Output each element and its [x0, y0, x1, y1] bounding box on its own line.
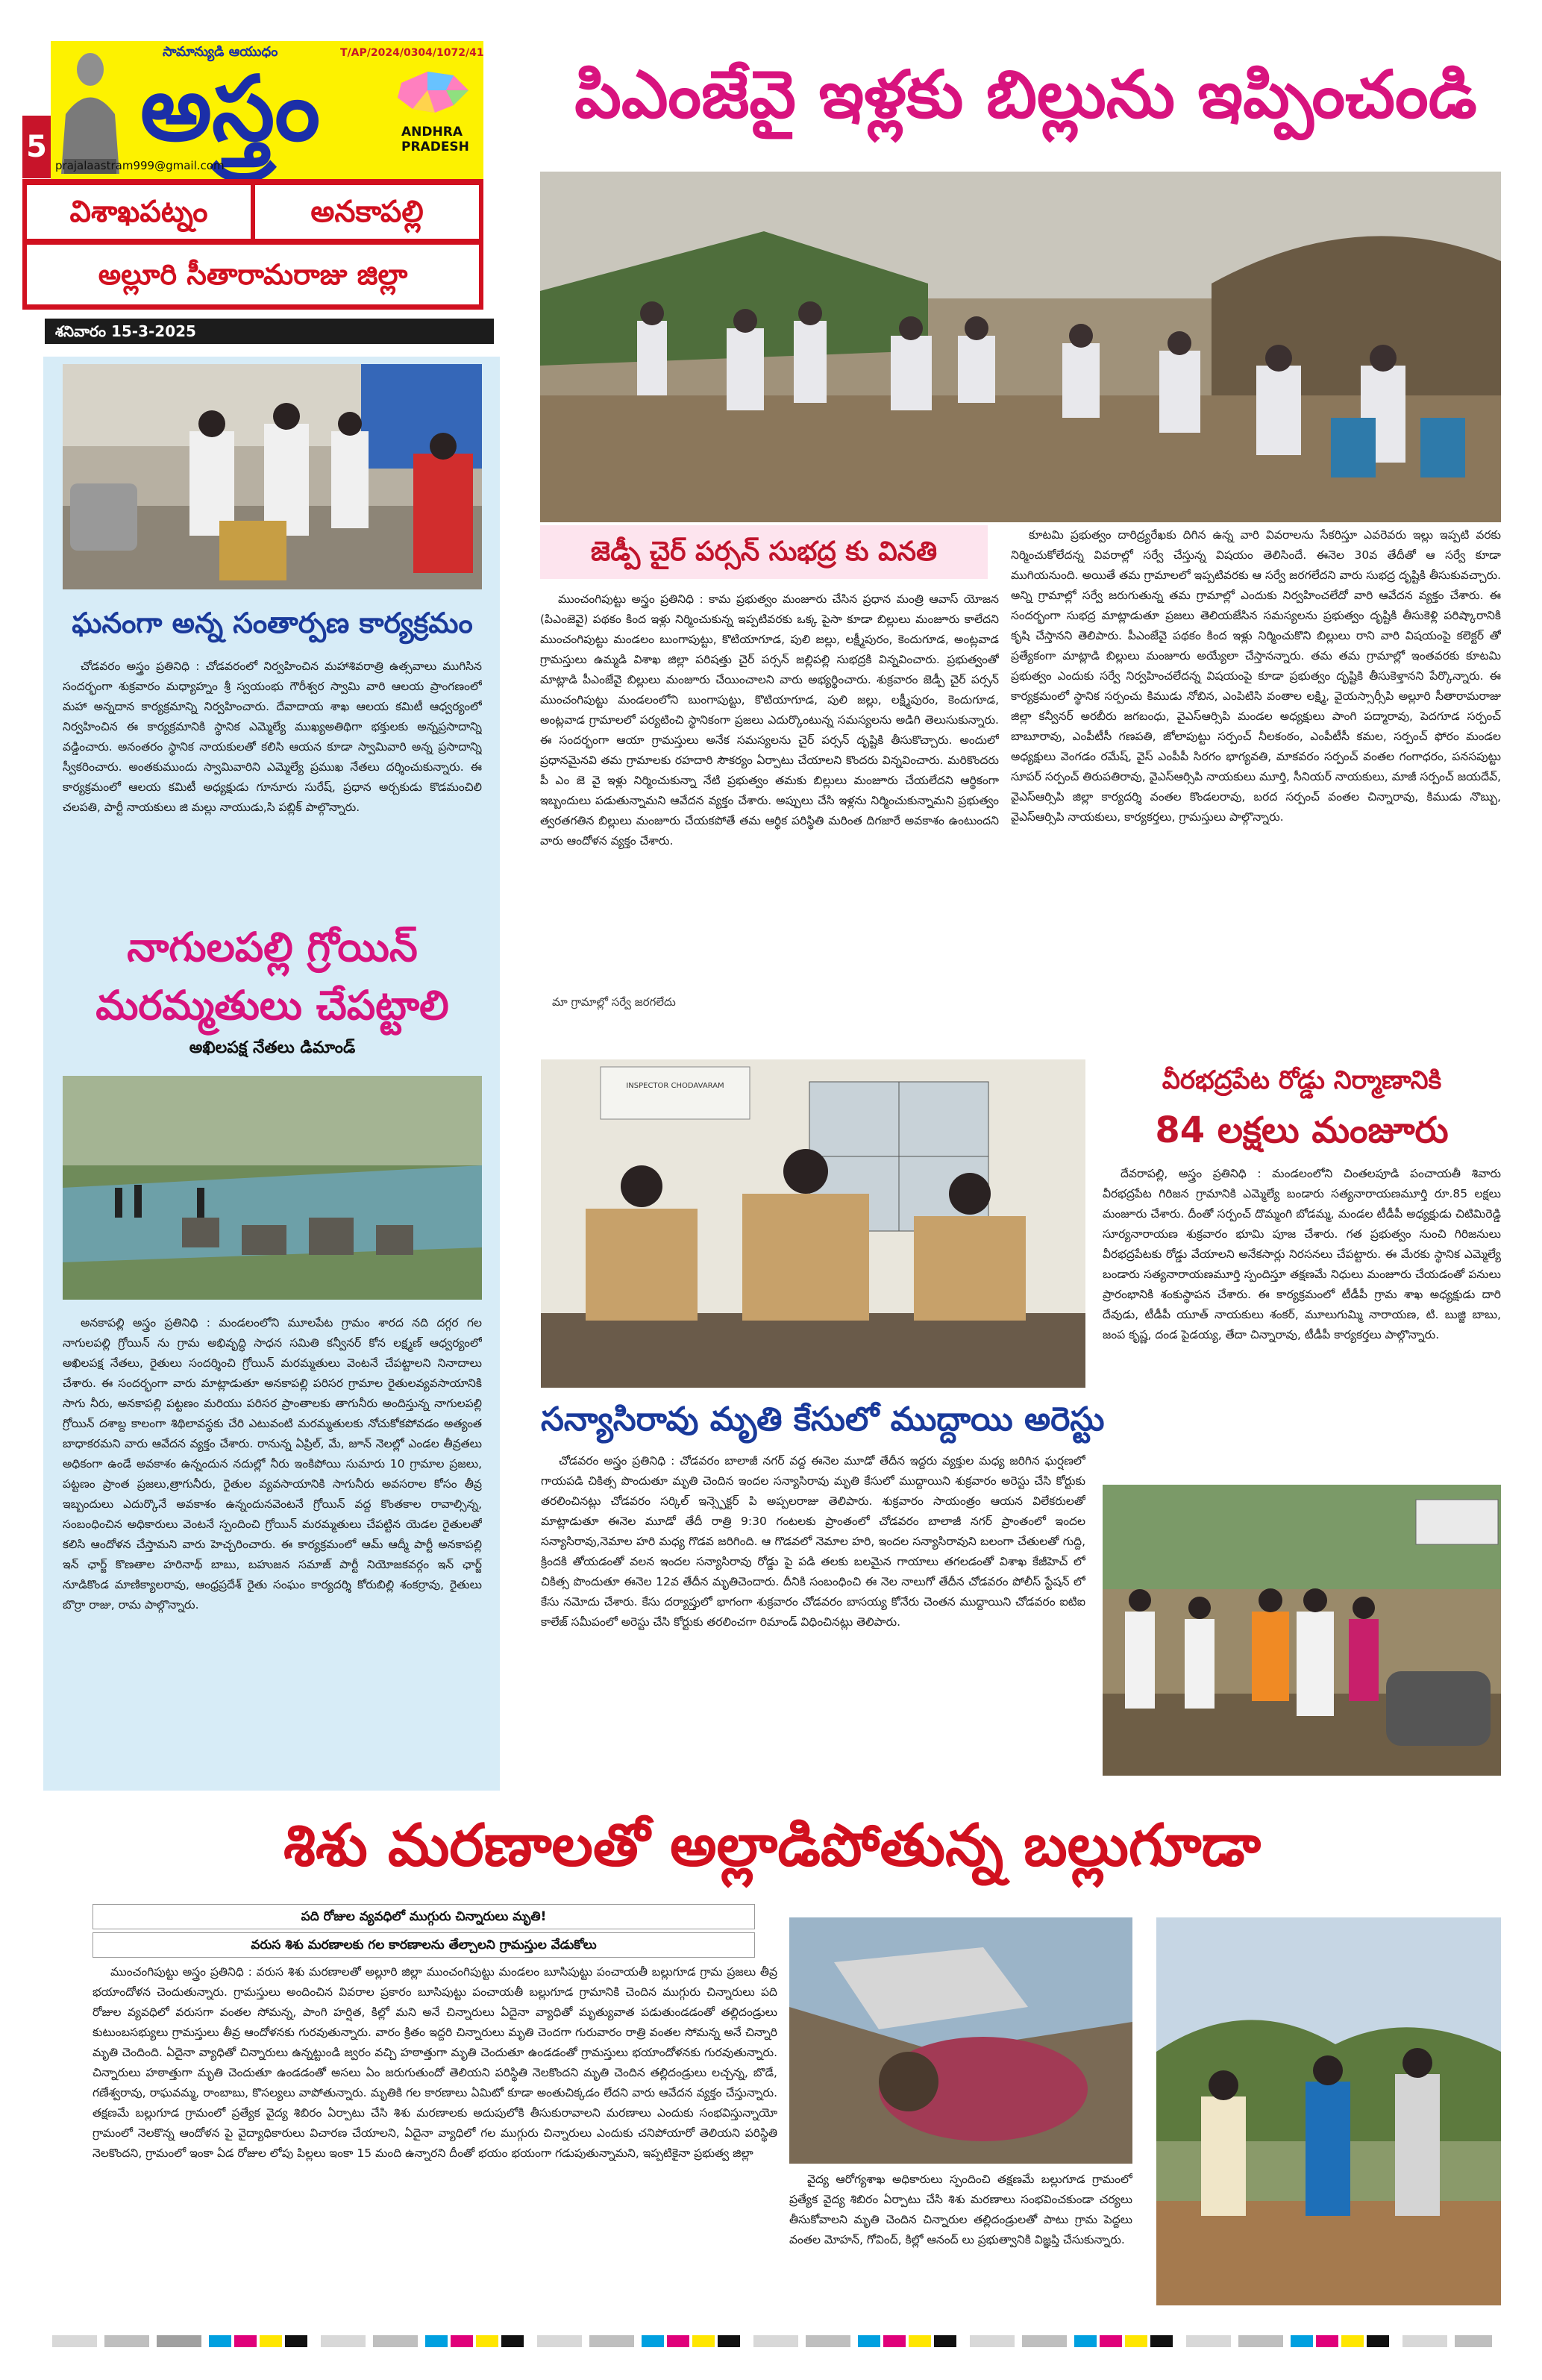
infant-photo — [789, 1917, 1132, 2164]
district-anakapalli: అనకాపల్లి — [255, 185, 479, 239]
zp-story-col2 — [1011, 525, 1501, 1003]
annadanam-body — [63, 657, 482, 910]
road-body — [1103, 1164, 1501, 1477]
road-body-text: దేవరాపల్లి, అస్త్రం ప్రతినిధి : మండలంలోని చింతలపూడి పంచాయతీ శివారు వీరభద్రపేట గిరిజన గ్రామానికి ఎమ్మెల్యే బండారు సత్యనారాయణమూర్తి రూ.85 లక్షలు మంజూరు చేశారు. దీంతో సర్పంచ్ దొమ్మంగి బోడమ్మ, మండల టీడీపీ అధ్యక్షుడు చిటిమిరెడ్డి సూర్యనారాయణ శుక్రవారం భూమి పూజ చేశారు. గత ప్రభుత్వం నుంచి గిరిజనులు వీరభద్రపేటకు రోడ్డు వేయాలని అనేకసార్లు నిరసనలు చేపట్టారు. ఈ మేరకు స్థానిక ఎమ్మెల్యే బండారు సత్యనారాయణమూర్తి స్పందిస్తూ తక్షణమే నిధులు మంజూరు చేయడంతో పనులు ప్రారంభానికి శంకుస్థాపన చేశారు. ఈ కార్యక్రమంలో టీడీపీ గ్రామ శాఖ అధ్యక్షుడు దారి దేవుడు, టీడీపీ యూత్ నాయకులు శంకర్, మూలుగుమ్మి నారాయణ, టి. బుజ్జి బాబు, జంప కృష్ణ, దండ పైడయ్య, తేదా చిన్నారావు, టీడీపీ కార్యకర్తలు పాల్గొన్నారు. — [1103, 1167, 1501, 1341]
logo-box — [51, 41, 483, 179]
road-headline-2: 84 లక్షలు మంజూరు — [1155, 1109, 1449, 1151]
infant-subhead-1: పది రోజుల వ్యవధిలో ముగ్గురు చిన్నారులు మృతి! — [93, 1904, 755, 1929]
infant-caption — [789, 2170, 1132, 2319]
infant-body — [93, 1962, 777, 2313]
annadanam-headline: ఘనంగా అన్న సంతార్పణ కార్యక్రమం — [72, 607, 473, 639]
reg-number: T/AP/2024/0304/1072/41 — [340, 47, 484, 59]
arrest-headline: సన్యాసిరావు మృతి కేసులో ముద్దాయి అరెస్టు — [541, 1400, 1105, 1438]
zp-story-col1 — [540, 589, 999, 992]
email: prajalaastram999@gmail.com — [55, 159, 225, 172]
tagline: సామాన్యుడి ఆయుధం — [163, 44, 278, 60]
zp-caption: జెడ్పీ చైర్ పర్సన్ సుభద్ర కు వినతి — [540, 525, 988, 579]
state-name: ANDHRA PRADESH — [401, 125, 469, 154]
zp-story-col1-text: ముంచంగిపుట్టు అస్త్రం ప్రతినిధి : కామ ప్రభుత్వం మంజూరు చేసిన ప్రధాన మంత్రి ఆవాస్ యోజన (పిఎంజెవై) పథకం కింద ఇళ్లు నిర్మించుకున్న ఇప్పటివరకు ఒక్క పైసా కూడా బిల్లులు మంజూరు కాలేదని ముంచంగిపుట్టు మండలం బుంగాపుట్టు, కొటియాగూడ, పులి జల్లు, లక్ష్మీపురం, కెందుగూడ, అంట్లవాడ గ్రామస్తులు ఉమ్మడి విశాఖ జిల్లా పరిషత్తు చైర్ పర్సన్ జల్లిపల్లి సుభద్రకి విన్నవించారు. ప్రభుత్వంతో మాట్లాడి పీఎంజేవై బిల్లులు మంజూరు చేయించాలని వారు అభ్యర్థించారు. శుక్రవారం జెడ్పీ చైర్ పర్సన్ ముంచంగిపుట్టు మండలంలోని బుంగాపుట్టు, కొటియాగూడ, పులి జల్లు, లక్ష్మీపురం, కెందుగూడ, అంట్లవాడ గ్రామాలలో పర్యటించి స్థానికంగా ప్రజలు ఎదుర్కొంటున్న సమస్యలను అడిగి తెలుసుకున్నారు. ఈ సందర్భంగా ఆయా గ్రామస్తులు అనేక సమస్యలను చైర్ పర్సన్ దృష్టికి తీసుకొచ్చారు. అందులో ప్రధానమైనవి తమ గ్రామాలకు రహదారి సౌకర్యం ఏర్పాటు చేయాలని కొందరు విన్నవించారు. మరికొందరు పీ ఎం జె వై ఇళ్లు నిర్మించుకున్నా నేటి ప్రభుత్వం తమకు బిల్లులు మంజూరు చేయలేదని ఆర్థికంగా ఇబ్బందులు పడుతున్నామని ఆవేదన వ్యక్తం చేశారు. అప్పులు చేసి ఇళ్లను నిర్మించుకున్నామని ప్రభుత్వం త్వరతగతిన బిల్లులు మంజూరు చేయకపోతే తమ ఆర్థిక పరిస్థితి మరింత దిగజారే అవకాశం ఉంటుందని వారు ఆందోళన వ్యక్తం చేశారు. — [540, 592, 999, 848]
page-number: 5 — [22, 116, 51, 178]
infant-headline: శిశు మరణాలతో అల్లాడిపోతున్న బల్లుగూడా — [283, 1812, 1262, 1879]
logo-text: అస్త్రం — [140, 57, 321, 161]
color-registration-strip — [52, 2334, 1492, 2349]
infant-caption-text: వైద్య ఆరోగ్యశాఖ అధికారులు స్పందించి తక్షణమే బల్లుగూడ గ్రామంలో ప్రత్యేక వైద్య శిబిరం ఏర్పాటు చేసి శిశు మరణాలు సంభవించకుండా చర్యలు తీసుకోవాలని మృతి చెందిన చిన్నారుల తల్లిదండ్రులతో పాటు గ్రామ పెద్దలు వంతల మోహన్, గోవింద్, కిల్లో ఆనంద్ లు ప్రభుత్వానికి విజ్ఞప్తి చేసుకున్నారు. — [789, 2173, 1132, 2246]
arrest-body — [541, 1451, 1085, 1779]
villagers-photo — [1156, 1917, 1501, 2305]
road-foundation-photo — [1103, 1485, 1501, 1776]
date-bar: శనివారం 15-3-2025 — [45, 319, 494, 344]
district-vizag: విశాఖపట్నం — [27, 185, 251, 239]
groyne-photo — [63, 1076, 482, 1300]
groyne-headline-2: మరమ్మతులు చేపట్టాలి — [95, 982, 449, 1029]
police-press-photo — [541, 1059, 1085, 1388]
groyne-headline-1: నాగులపల్లి గ్రోయిన్ — [127, 924, 418, 971]
zp-story-col1-tail: మా గ్రామాల్లో సర్వే జరగలేదు — [552, 995, 676, 1009]
annadanam-photo — [63, 364, 482, 589]
buddha-statue-icon — [57, 47, 124, 178]
road-headline-1: వీరభద్రపేట రోడ్డు నిర్మాణానికి — [1162, 1065, 1442, 1095]
andhra-pradesh-map-icon — [394, 68, 476, 120]
infant-body-text: ముంచంగిపుట్టు అస్త్రం ప్రతినిధి : వరుస శిశు మరణాలతో అల్లూరి జిల్లా ముంచంగిపుట్టు మండలం బూసిపుట్టు పంచాయతీ బల్లుగూడ గ్రామ ప్రజలు తీవ్ర భయాందోళన చెందుతున్నారు. గ్రామస్తులు అందించిన వివరాల ప్రకారం బూసిపుట్టు పంచాయతీ బల్లుగూడ గ్రామానికి చెందిన ముగ్గురు చిన్నారులు పది రోజుల వ్యవధిలో వరుసగా వంతల సోమన్న, పాంగి హర్షిత, కిల్లో మని అనే చిన్నారులు ఏదైనా వ్యాధితో మృత్యువాత పడుతుండడంతో తల్లిదండ్రులు కుటుంబసభ్యులు గ్రామస్తులు తీవ్ర ఆందోళనకు గురవుతున్నారు. వారం క్రితం ఇద్దరి చిన్నారులు మృతి చెందగా గురువారం రాత్రి వంతల సోమన్న అనే చిన్నారి మృతి చెందింది. ఏదైనా వ్యాధితో చిన్నారులు ఉన్నట్టుండి జ్వరం వచ్చి హఠాత్తుగా మృతి చెందుతూ ఉండడంతో గ్రామస్తులు భయాందోళనకు గురవుతున్నారు. చిన్నారులు హఠాత్తుగా మృతి చెందుతూ ఉండడంతో అసలు ఏం జరుగుతుందో తెలియని పరిస్థితి నెలకొందని మృతి చెందిన తల్లిదండ్రులు లచ్చన్న, బొడే, గణేశ్వరావు, రాఘవమ్మ, రాంబాబు, కొసల్యలు వాపోతున్నారు. మృతికి గల కారణాలు ఏమిటో కూడా అంతుచిక్కడం లేదని వారు ఆవేదన వ్యక్తం చేస్తున్నారు. తక్షణమే బల్లుగూడ గ్రామంలో ప్రత్యేక వైద్య శిబిరం ఏర్పాటు చేసి శిశు మరణాలకు అదుపులోకి తీసుకురావాలని మరణాలు ఎందుకు సంభవిస్తున్నాయో గ్రామంలో నెలకొన్న ఆందోళన పై వైద్యాధికారులు విచారణ చేయాలని, ఏదైనా వ్యాధిలో గల ముగ్గురు చిన్నారులు ఎందుకు చనిపోయారో తెలియని పరిస్థితి నెలకొందని, గ్రామంలో ఇంకా ఏడ రోజుల లోపు పిల్లలు ఇంకా 15 మంది ఉన్నారని దీంతో భయం భయంగా గడుపుతున్నామని, ఇప్పటికైనా ప్రభుత్వ జిల్లా — [93, 1965, 777, 2160]
zp-story-col2-text: కూటమి ప్రభుత్వం దారిద్ర్యరేఖకు దిగిన ఉన్న వారి వివరాలను సేకరిస్తూ ఎవరెవరు ఇల్లు ఇప్పటి వరకు నిర్మించుకోలేదన్న వివరాల్లో సర్వే చేస్తున్న విషయం తెలిసిందే. ఈనెల 30వ తేదీతో ఆ సర్వే కూడా ముగియనుంది. అయితే తమ గ్రామాలలో ఇప్పటివరకు ఆ సర్వే జరగలేదని వారు సుభద్ర దృష్టికి తీసుకువచ్చారు. అన్ని గ్రామాల్లో సర్వే జరుగుతున్న తమ గ్రామాల్లో ఎందుకు నిర్వహించలేదో వారి ఆవేదన వ్యక్తం చేశారు. ఈ సందర్భంగా సుభద్ర మాట్లాడుతూ ప్రజలు తెలియజేసిన సమస్యలను ప్రభుత్వం దృష్టికి తీసుకెళ్లి పరిష్కారానికి కృషి చేస్తానని తెలిపారు. పీఎంజేవై పథకం కింద ఇళ్లు నిర్మించుకొని బిల్లులు రాని వారి విషయంపై కలెక్టర్ తో ప్రత్యేకంగా మాట్లాడి బిల్లులు మంజూరు అయ్యేలా చేస్తానన్నారు. తమ తమ గ్రామాల్లో ఇంతవరకు కూటమి ప్రభుత్వం ఎందుకు సర్వే నిర్వహించలేదన్న విషయంపై కూడా ప్రభుత్వం దృష్టికి తీసుకెళ్తానని పేర్కొన్నారు. ఈ కార్యక్రమంలో స్థానిక సర్పంచు కిముడు నోబిన, ఎంపిటిసి వంతాల లక్ష్మి, వైయస్సార్సీపి అల్లూరి సీతారామరాజు జిల్లా కన్వీనర్ అరబీరు జగబంధు, వైఎస్ఆర్సిపి మండల అధ్యక్షులు పాంగి పద్మారావు, పెదగూడ సర్పంచ్ బాబూరావు, ఎంపీటీసీ గణపతి, జోలాపుట్టు సర్పంచ్ నీలకంఠం, ఎంపీటీసీ కమల, సర్పంచ్ ఫోరం మండల అధ్యక్షులు వెంగడం రమేష్, వైస్ ఎంపీపీ సిరగం భాగ్యవతి, మాకవరం సర్పంచ్ వంతల గంగాధరం, పనసపుట్టు సూపర్ సర్పంచ్ తిరుపతిరావు, వైఎస్ఆర్సిపి నాయకులు మూర్తి, సీనియర్ నాయకులు, మాజీ సర్పంచ్ జయదేవ్, వైఎస్ఆర్సిపి జిల్లా కార్యదర్శి వంతల కొండలరావు, బరద సర్పంచ్ వంతల చిన్నారావు, కిముడు నొబ్బు, వైఎస్ఆర్సిపి నాయకులు, కార్యకర్తలు, గ్రామస్తులు పాల్గొన్నారు. — [1011, 528, 1501, 824]
infant-subhead-2: వరుస శిశు మరణాలకు గల కారణాలను తేల్చాలని గ్రామస్తుల వేడుకోలు — [93, 1932, 755, 1958]
annadanam-body-text: చోడవరం అస్త్రం ప్రతినిధి : చోడవరంలో నిర్వహించిన మహాశివరాత్రి ఉత్సవాలు ముగిసిన సందర్భంగా శుక్రవారం మధ్యాహ్నం శ్రీ స్వయంభు గౌరీశ్వర స్వామి వారి ఆలయ ప్రాంగణంలో మహా అన్నదాన కార్యక్రమాన్ని నిర్వహించారు. దేవాదాయ శాఖ ఆలయ కమిటీ ఆధ్వర్యంలో నిర్వహించిన ఈ కార్యక్రమానికి స్థానిక ఎమ్మెల్యే ముఖ్యఅతిథిగా భక్తులకు అన్నప్రసాదాన్ని వడ్డించారు. అనంతరం స్థానిక నాయకులతో కలిసి ఆయన కూడా స్వామివారి అన్న ప్రసాదాన్ని స్వీకరించారు. అంతకుముందు స్వామివారిని ఎమ్మెల్యే ప్రముఖ నేతలు దర్శించుకున్నారు. ఈ కార్యక్రమంలో ఆలయ కమిటీ అధ్యక్షుడు గూనూరు సురేష్, ప్రధాన అర్చకుడు కొడమంచిలి చలపతి, పార్టీ నాయకులు జి మల్లు నాయుడు,సి పబ్లిక్ పాల్గొన్నారు. — [63, 660, 482, 814]
masthead — [22, 41, 484, 354]
main-headline: పిఎంజేవై ఇళ్లకు బిల్లును ఇప్పించండి — [574, 56, 1477, 133]
district-band — [22, 179, 483, 310]
groyne-subhead: అఖిలపక్ష నేతలు డిమాండ్ — [189, 1039, 356, 1057]
district-alluri: అల్లూరి సీతారామరాజు జిల్లా — [27, 245, 479, 304]
groyne-body — [63, 1313, 482, 1783]
police-board-text: INSPECTOR CHODAVARAM — [626, 1082, 724, 1090]
zp-meeting-photo — [540, 172, 1501, 522]
arrest-body-text: చోడవరం అస్త్రం ప్రతినిధి : చోడవరం బాలాజీ నగర్ వద్ద ఈనెల మూడో తేదీన ఇద్దరు వ్యక్తుల మధ్య జరిగిన ఘర్షణలో గాయపడి చికిత్స పొందుతూ మృతి చెందిన ఇందల సన్యాసిరావు మృతి కేసులో ముద్దాయిని శుక్రవారం అరెస్టు చేసి కోర్టుకు తరలించినట్లు చోడవరం సర్కిల్ ఇన్స్పెక్టర్ పి అప్పలరాజు తెలిపారు. శుక్రవారం సాయంత్రం ఆయన విలేకరులతో మాట్లాడుతూ ఈనెల మూడో తేదీ రాత్రి 9:30 గంటలకు ప్రాంతంలో చోడవరం బాలాజీ నగర్ ప్రాంతంలో ఇందల సన్యాసిరావు,నెమాల హరి మధ్య గొడవ జరిగింది. ఆ గొడవలో నెమాల హరి, ఇందల సన్యాసిరావుని బలంగా చేతులతో గుద్ది, క్రిందకి తోయడంతో వలన ఇందల సన్యాసిరావు రోడ్డు పై పడి తలకు బలమైన గాయాలు తగలడంతో విశాఖ కేజీహెచ్ లో చికిత్స పొందుతూ ఈనెల 12వ తేదీన మృతిచెందారు. దీనికి సంబంధించి ఈ నెల నాలుగో తేదీన చోడవరం పోలీస్ స్టేషన్ లో కేసు నమోదు చేశారు. కేసు దర్యాప్తులో భాగంగా శుక్రవారం చోడవరం బాసయ్య కోనేరు చెంతన ముద్దాయిని చోడవరం ఐటిఐ కాలేజ్ సమీపంలో అరెస్టు చేసి కోర్టుకు తరలించగా రిమాండ్ విధించినట్లు తెలిపారు. — [541, 1454, 1085, 1629]
groyne-body-text: అనకాపల్లి అస్త్రం ప్రతినిధి : మండలంలోని మూలపేట గ్రామం శారద నది దగ్గర గల నాగులపల్లి గ్రోయిన్ ను గ్రామ అభివృద్ధి సాధన సమితి కన్వీనర్ కోన లక్ష్మణ్ ఆధ్వర్యంలో అఖిలపక్ష నేతలు, రైతులు సందర్శించి గ్రోయిన్ మరమ్మతులు వెంటనే చేపట్టాలని నినాదాలు చేశారు. ఈ సందర్భంగా వారు మాట్లాడుతూ అనకాపల్లి పరిసర గ్రామాల రైతులవ్యవసాయానికి సాగు నీరు, అనకాపల్లి పట్టణం మరియు పరిసర ప్రాంతాలకు తాగునీరు అందిస్తున్న నాగులపల్లి గ్రోయిన్ దశాబ్ద కాలంగా శిథిలావస్థకు చేరి ఎటువంటి మరమ్మతులకు నోచుకోకపోవడం అత్యంత బాధాకరమని వారు ఆవేదన వ్యక్తం చేశారు. రానున్న ఏప్రిల్, మే, జూన్ నెలల్లో ఎండల తీవ్రతలు అధికంగా ఉండే అవకాశం ఉన్నందున నదుల్లో నీరు ఇంకిపోయి సుమారు 10 గ్రామాల ప్రజలు, పట్టణం ప్రాంత ప్రజలు,త్రాగునీరు, రైతుల వ్యవసాయానికి సాగునీరు అవసరాల కోసం తీవ్ర ఇబ్బందులు ఎదుర్కొనే అవకాశం ఉన్నందునవెంటనే గ్రోయిన్ వద్ద కొంతకాల రావాల్సిన్న, సంబంధించిన అధికారులు వెంటనే స్పందించి గ్రోయిన్ మరమ్మతులు చేపట్టిన యెడల రైతులతో కలిసి ఆందోళన చేస్తామని వారు హెచ్చరించారు. ఈ కార్యక్రమంలో ఆమ్ ఆద్మీ పార్టీ అనకాపల్లి ఇన్ ఛార్జ్ కొణతాల హరినాథ్ బాబు, బహుజన సమాజ్ పార్టీ నియోజకవర్గం ఇన్ ఛార్జ్ నూడికొండ మాణిక్యాలరావు, ఆంధ్రప్రదేశ్ రైతు సంఘం కార్యదర్శి కోరుబిల్లి శంకర్రావు, రైతులు బొర్రా రాజు, రామ పాల్గొన్నారు. — [63, 1316, 482, 1612]
